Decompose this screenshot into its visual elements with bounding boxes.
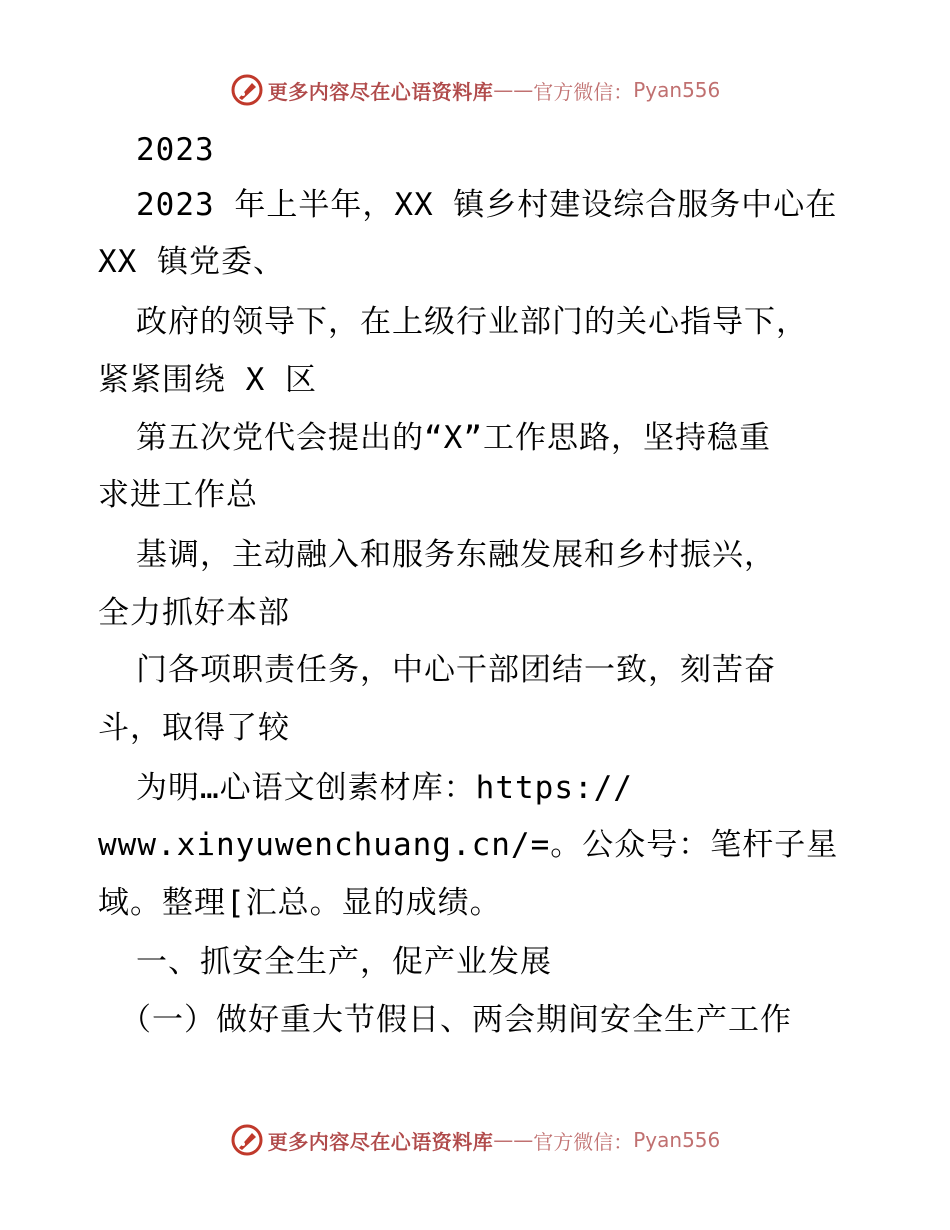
body-line: 为明…心语文创素材库：https:// bbox=[136, 770, 633, 806]
body-line: 斗，取得了较 bbox=[98, 710, 290, 746]
footer-brand: 更多内容尽在心语资料库 bbox=[267, 1129, 494, 1154]
section-heading: 一、抓安全生产，促产业发展 bbox=[136, 944, 552, 980]
subsection-heading: （一）做好重大节假日、两会期间安全生产工作 bbox=[120, 1002, 792, 1038]
pen-nib-logo-icon bbox=[230, 73, 264, 107]
body-line: 求进工作总 bbox=[98, 477, 258, 513]
header-brand: 更多内容尽在心语资料库 bbox=[267, 79, 494, 104]
body-line: www.xinyuwenchuang.cn/=。公众号：笔杆子星 bbox=[98, 827, 839, 863]
body-line: 政府的领导下，在上级行业部门的关心指导下， bbox=[136, 304, 808, 340]
footer-separator: —— bbox=[493, 1128, 534, 1152]
body-line: 紧紧围绕 X 区 bbox=[98, 362, 317, 398]
body-line: 第五次党代会提出的“X”工作思路，坚持稳重 bbox=[136, 420, 771, 456]
header-separator: —— bbox=[493, 78, 534, 102]
body-line: 基调，主动融入和服务东融发展和乡村振兴， bbox=[136, 537, 776, 573]
body-line: 门各项职责任务，中心干部团结一致，刻苦奋 bbox=[136, 652, 776, 688]
header-official-prefix: 官方微信： bbox=[533, 79, 634, 104]
footer-wechat-id: Pyan556 bbox=[633, 1128, 721, 1152]
footer-banner bbox=[0, 1120, 950, 1160]
body-line: 2023 bbox=[136, 132, 215, 168]
body-line: 全力抓好本部 bbox=[98, 595, 290, 631]
footer-official-prefix: 官方微信： bbox=[533, 1129, 634, 1154]
header-wechat-id: Pyan556 bbox=[633, 78, 721, 102]
body-line: XX 镇党委、 bbox=[98, 244, 285, 280]
pen-nib-logo-icon bbox=[230, 1123, 264, 1157]
header-banner bbox=[0, 70, 950, 110]
body-line: 2023 年上半年，XX 镇乡村建设综合服务中心在 bbox=[136, 187, 838, 223]
body-line: 域。整理[汇总。显的成绩。 bbox=[98, 885, 502, 921]
